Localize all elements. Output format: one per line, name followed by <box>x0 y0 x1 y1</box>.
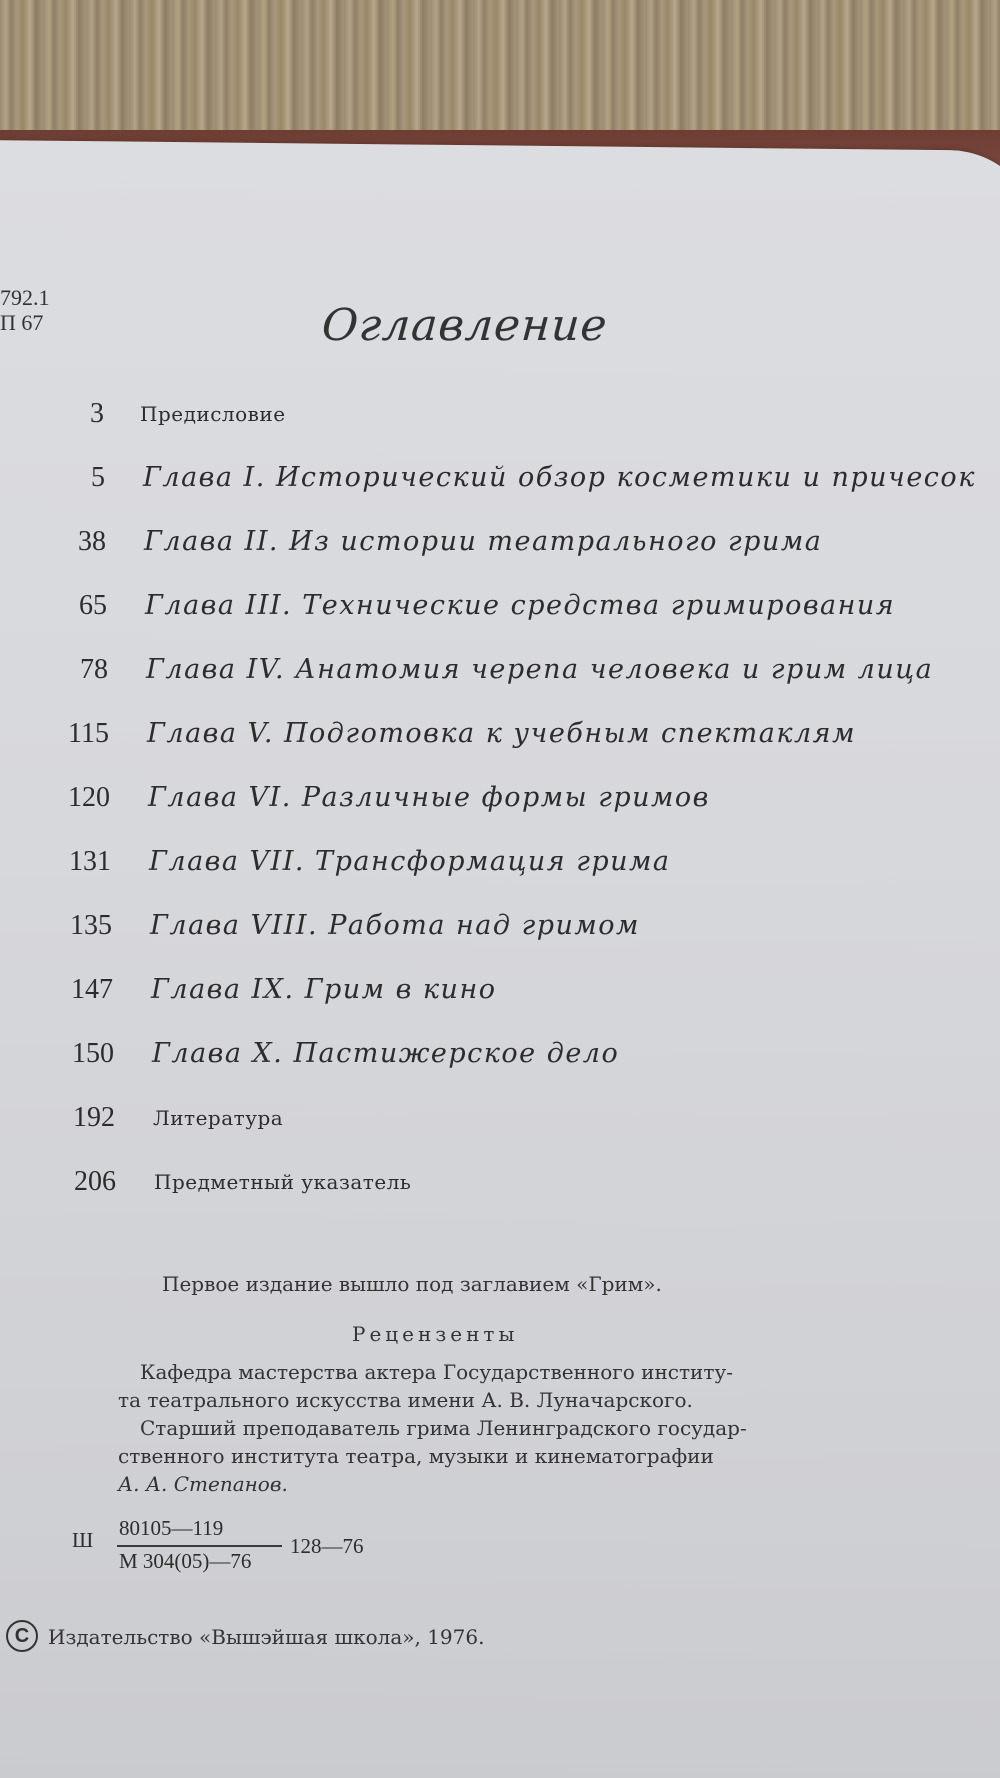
toc-page-number: 150 <box>72 1038 114 1069</box>
toc-entry <box>0 654 1000 698</box>
toc-entry-label: Глава I. Исторический обзор косметики и причесок <box>143 462 976 493</box>
toc-page-number: 131 <box>69 846 111 877</box>
toc-entry <box>0 1038 1000 1082</box>
toc-entry-label: Предметный указатель <box>154 1170 412 1194</box>
toc-entry-label: Глава IV. Анатомия черепа человека и грим лица <box>146 654 934 685</box>
first-edition-note: Первое издание вышло под заглавием «Грим». <box>162 1272 662 1296</box>
toc-entry <box>0 526 1000 570</box>
toc-page-number: 135 <box>70 910 112 941</box>
toc-entry-label: Глава IX. Грим в кино <box>151 974 497 1005</box>
reviewer-line: ственного института театра, музыки и кинематографии <box>118 1444 714 1468</box>
toc-page-number: 120 <box>68 782 110 813</box>
toc-entry-label: Глава III. Технические средства гримирования <box>145 590 896 621</box>
toc-page-number: 65 <box>79 590 107 621</box>
toc-entry <box>0 974 1000 1018</box>
reviewer-line: та театрального искусства имени А. В. Луначарского. <box>118 1388 693 1412</box>
copyright-text: Издательство «Вышэйшая школа», 1976. <box>48 1625 485 1649</box>
reviewer-line: Старший преподаватель грима Ленинградского государ- <box>140 1416 747 1440</box>
toc-page-number: 115 <box>68 718 109 749</box>
library-code-udk: 792.1 <box>0 285 50 310</box>
toc-page-number: 206 <box>74 1166 116 1197</box>
toc-entry-label: Глава II. Из истории театрального грима <box>144 526 823 557</box>
toc-entry <box>0 718 1000 762</box>
index-prefix: Ш <box>72 1528 94 1552</box>
index-numerator: 80105—119 <box>119 1516 224 1540</box>
reviewers-heading: Рецензенты <box>352 1322 519 1346</box>
library-code-author-mark: П 67 <box>0 310 44 335</box>
toc-entry-label: Глава VIII. Работа над гримом <box>150 910 640 941</box>
toc-entry <box>0 398 1000 442</box>
toc-entry <box>0 910 1000 954</box>
toc-page-number: 38 <box>78 526 106 557</box>
toc-page-number: 147 <box>71 974 113 1005</box>
toc-entry-label: Глава VII. Трансформация грима <box>149 846 671 877</box>
index-denominator: М 304(05)—76 <box>119 1549 252 1573</box>
toc-entry-label: Глава V. Подготовка к учебным спектаклям <box>147 718 856 749</box>
copyright-icon: C <box>6 1620 38 1652</box>
toc-entry-label: Глава X. Пастижерское дело <box>152 1038 620 1069</box>
index-tail: 128—76 <box>290 1534 364 1558</box>
toc-entry-label: Предисловие <box>140 402 286 426</box>
toc-page-number: 5 <box>91 462 105 493</box>
toc-entry <box>0 1166 1000 1210</box>
toc-entry <box>0 846 1000 890</box>
toc-entry <box>0 1102 1000 1146</box>
toc-entry-label: Литература <box>153 1106 284 1130</box>
toc-page-number: 192 <box>73 1102 115 1133</box>
page-title: Оглавление <box>320 300 610 351</box>
toc-page-number: 3 <box>90 398 104 429</box>
toc-entry <box>0 590 1000 634</box>
toc-entry-label: Глава VI. Различные формы гримов <box>148 782 710 813</box>
reviewer-line: Кафедра мастерства актера Государственного институ- <box>140 1360 733 1384</box>
fraction-line <box>117 1545 282 1547</box>
toc-entry <box>0 462 1000 506</box>
toc-page-number: 78 <box>80 654 108 685</box>
reviewer-name: А. А. Степанов. <box>118 1472 288 1496</box>
toc-entry <box>0 782 1000 826</box>
